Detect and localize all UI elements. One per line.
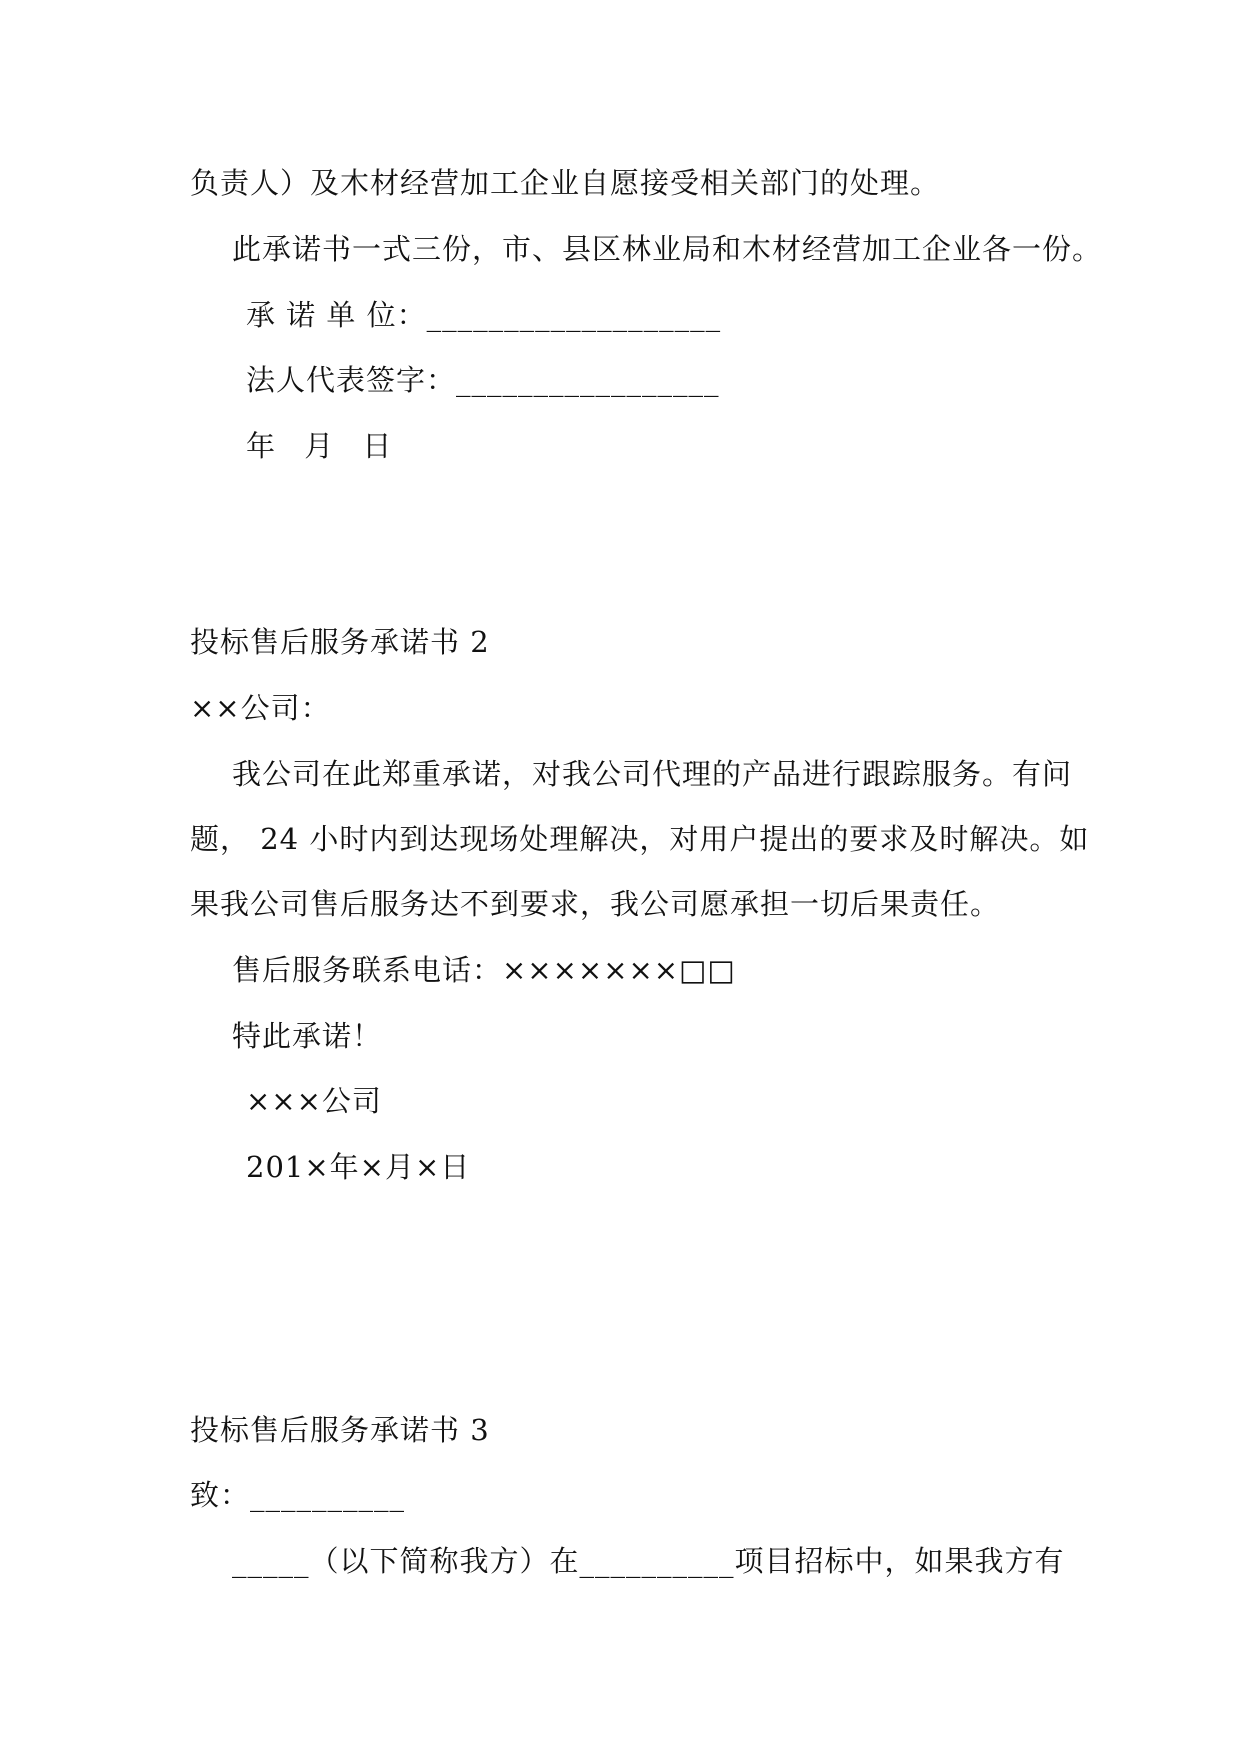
section2-date: 201×年×月×日 [246,1150,471,1184]
section2-addressee: ××公司： [190,691,331,725]
section2-title: 投标售后服务承诺书 2 [190,625,490,659]
section3-to: 致：__________ [190,1478,406,1512]
commitment-unit-field: 承 诺 单 位：___________________ [246,298,722,332]
section2-body-line2: 题， 24 小时内到达现场处理解决，对用户提出的要求及时解决。如 [190,822,1090,856]
section1-date: 年 月 日 [246,429,402,463]
section2-company: ×××公司 [246,1084,382,1118]
section2-body-line1: 我公司在此郑重承诺，对我公司代理的产品进行跟踪服务。有问 [232,757,1073,791]
legal-rep-signature-field: 法人代表签字：_________________ [246,363,720,397]
section3-title: 投标售后服务承诺书 3 [190,1413,490,1447]
section1-copies-note: 此承诺书一式三份，市、县区林业局和木材经营加工企业各一份。 [232,232,1103,266]
service-phone: 售后服务联系电话：×××××××□□ [232,953,736,987]
section2-body-line3: 果我公司售后服务达不到要求，我公司愿承担一切后果责任。 [190,887,1001,921]
section1-continuation: 负责人）及木材经营加工企业自愿接受相关部门的处理。 [190,166,941,200]
section2-closing: 特此承诺！ [232,1019,383,1053]
section3-body-line1: _____（以下简称我方）在__________项目招标中，如果我方有 [232,1544,1065,1578]
